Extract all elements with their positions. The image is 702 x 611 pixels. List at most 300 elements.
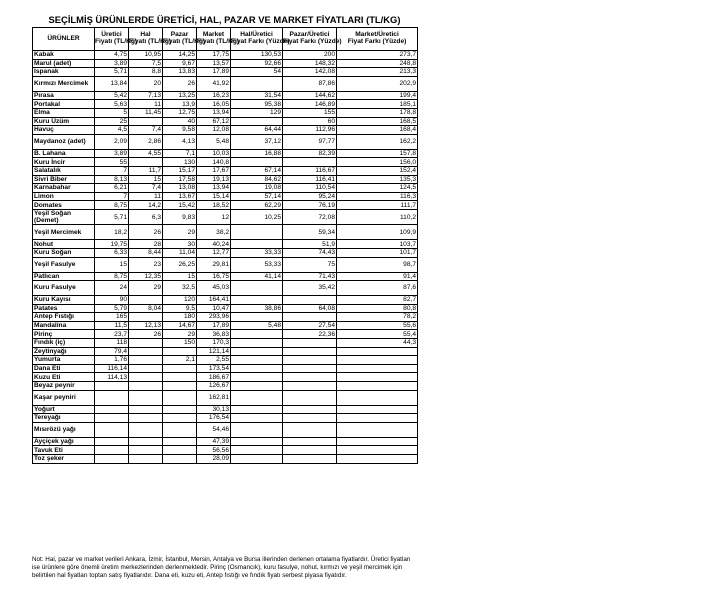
product-name-cell: Yeşil Soğan (Demet): [33, 209, 95, 224]
bazaar-price-cell: 11,04: [163, 248, 197, 257]
market-producer-diff-cell: 202,9: [337, 76, 418, 91]
wholesale-price-cell: [129, 117, 163, 126]
product-name-cell: Karnabahar: [33, 184, 95, 193]
product-name-cell: Kabak: [33, 51, 95, 60]
producer-price-cell: [95, 446, 129, 455]
bazaar-price-cell: 150: [163, 339, 197, 348]
bazaar-producer-diff-cell: [283, 313, 337, 322]
wholesale-producer-diff-cell: 84,62: [231, 175, 283, 184]
market-price-cell: 164,41: [197, 296, 231, 305]
producer-price-cell: 18,2: [95, 225, 129, 240]
table-row: [33, 455, 418, 464]
table-row: [33, 281, 418, 296]
bazaar-producer-diff-cell: 59,34: [283, 225, 337, 240]
wholesale-producer-diff-cell: 64,44: [231, 126, 283, 135]
bazaar-producer-diff-cell: 97,77: [283, 134, 337, 149]
bazaar-producer-diff-cell: [283, 446, 337, 455]
table-title: SEÇİLMİŞ ÜRÜNLERDE ÜRETİCİ, HAL, PAZAR VE MARKET FİYATLARI (TL/KG): [48, 14, 401, 25]
bazaar-producer-diff-cell: 142,08: [283, 68, 337, 77]
market-producer-diff-cell: 101,7: [337, 248, 418, 257]
market-price-cell: 173,54: [197, 364, 231, 373]
product-name-cell: Yeşil Mercimek: [33, 225, 95, 240]
price-table-sheet: [32, 14, 417, 464]
bazaar-price-cell: 26: [163, 76, 197, 91]
producer-price-cell: 7: [95, 192, 129, 201]
wholesale-price-cell: [129, 158, 163, 167]
wholesale-producer-diff-cell: [231, 373, 283, 382]
bazaar-price-cell: [163, 422, 197, 437]
table-row: [33, 272, 418, 281]
market-producer-diff-cell: 116,3: [337, 192, 418, 201]
table-row: [33, 184, 418, 193]
table-row: [33, 304, 418, 313]
market-producer-diff-cell: [337, 347, 418, 356]
wholesale-price-cell: [129, 347, 163, 356]
market-price-cell: 40,24: [197, 240, 231, 249]
producer-price-cell: 7: [95, 166, 129, 175]
market-price-cell: 16,05: [197, 100, 231, 109]
table-row: [33, 364, 418, 373]
market-price-cell: 17,75: [197, 51, 231, 60]
wholesale-price-cell: [129, 422, 163, 437]
bazaar-price-cell: [163, 446, 197, 455]
product-name-cell: Kuru İncir: [33, 158, 95, 167]
product-name-cell: Yoğurt: [33, 405, 95, 414]
product-name-cell: Patates: [33, 304, 95, 313]
table-row: [33, 51, 418, 60]
market-producer-diff-cell: 185,1: [337, 100, 418, 109]
price-table: [32, 27, 418, 464]
bazaar-price-cell: 9,5: [163, 304, 197, 313]
bazaar-producer-diff-cell: [283, 382, 337, 391]
wholesale-producer-diff-cell: 67,14: [231, 166, 283, 175]
producer-price-cell: 13,84: [95, 76, 129, 91]
producer-price-cell: 5,71: [95, 68, 129, 77]
producer-price-cell: 165: [95, 313, 129, 322]
table-row: [33, 149, 418, 158]
producer-price-cell: [95, 390, 129, 405]
bazaar-producer-diff-cell: [283, 347, 337, 356]
bazaar-price-cell: 130: [163, 158, 197, 167]
table-row: [33, 446, 418, 455]
market-price-cell: 5,48: [197, 134, 231, 149]
producer-price-cell: [95, 382, 129, 391]
wholesale-producer-diff-cell: [231, 330, 283, 339]
product-name-cell: B. Lahana: [33, 149, 95, 158]
producer-price-cell: 19,75: [95, 240, 129, 249]
product-name-cell: Ispanak: [33, 68, 95, 77]
wholesale-price-cell: 15: [129, 175, 163, 184]
wholesale-price-cell: [129, 313, 163, 322]
bazaar-producer-diff-cell: [283, 339, 337, 348]
wholesale-price-cell: 8,04: [129, 304, 163, 313]
product-name-cell: Yeşil Fasulye: [33, 257, 95, 272]
wholesale-price-cell: 8,44: [129, 248, 163, 257]
bazaar-producer-diff-cell: 60: [283, 117, 337, 126]
product-name-cell: Sivri Biber: [33, 175, 95, 184]
market-price-cell: 36,83: [197, 330, 231, 339]
table-row: [33, 225, 418, 240]
product-name-cell: Kırmızı Mercimek: [33, 76, 95, 91]
market-producer-diff-cell: 87,6: [337, 281, 418, 296]
market-producer-diff-cell: 124,5: [337, 184, 418, 193]
bazaar-price-cell: [163, 455, 197, 464]
producer-price-cell: 3,89: [95, 59, 129, 68]
bazaar-price-cell: 12,75: [163, 108, 197, 117]
market-producer-diff-cell: 168,5: [337, 117, 418, 126]
product-name-cell: Kuru Üzüm: [33, 117, 95, 126]
market-price-cell: 19,13: [197, 175, 231, 184]
producer-price-cell: 5,42: [95, 91, 129, 100]
table-row: [33, 158, 418, 167]
bazaar-price-cell: 13,67: [163, 192, 197, 201]
producer-price-cell: 24: [95, 281, 129, 296]
producer-price-cell: 1,76: [95, 356, 129, 365]
market-price-cell: 15,14: [197, 192, 231, 201]
market-price-cell: 176,54: [197, 414, 231, 423]
bazaar-price-cell: 14,25: [163, 51, 197, 60]
producer-price-cell: 5,71: [95, 209, 129, 224]
bazaar-price-cell: [163, 364, 197, 373]
wholesale-producer-diff-cell: 10,25: [231, 209, 283, 224]
bazaar-price-cell: [163, 382, 197, 391]
table-row: [33, 126, 418, 135]
wholesale-producer-diff-cell: [231, 296, 283, 305]
product-name-cell: Patlıcan: [33, 272, 95, 281]
product-name-cell: Fındık (iç): [33, 339, 95, 348]
product-name-cell: Havuç: [33, 126, 95, 135]
bazaar-producer-diff-cell: 51,9: [283, 240, 337, 249]
product-name-cell: Pırasa: [33, 91, 95, 100]
market-producer-diff-cell: [337, 390, 418, 405]
product-name-cell: Dana Eti: [33, 364, 95, 373]
market-producer-diff-cell: 78,2: [337, 313, 418, 322]
product-name-cell: Salatalık: [33, 166, 95, 175]
market-producer-diff-cell: 55,4: [337, 330, 418, 339]
wholesale-producer-diff-cell: [231, 76, 283, 91]
market-producer-diff-cell: 178,8: [337, 108, 418, 117]
producer-price-cell: 4,75: [95, 51, 129, 60]
product-name-cell: Kuru Fasulye: [33, 281, 95, 296]
product-name-cell: Antep Fıstığı: [33, 313, 95, 322]
bazaar-price-cell: 15: [163, 272, 197, 281]
wholesale-producer-diff-cell: 129: [231, 108, 283, 117]
producer-price-cell: 6,33: [95, 248, 129, 257]
producer-price-cell: 116,14: [95, 364, 129, 373]
wholesale-price-cell: [129, 296, 163, 305]
wholesale-producer-diff-cell: [231, 158, 283, 167]
product-name-cell: Elma: [33, 108, 95, 117]
wholesale-price-cell: 11,45: [129, 108, 163, 117]
wholesale-producer-diff-cell: [231, 446, 283, 455]
table-row: [33, 296, 418, 305]
market-price-cell: 45,03: [197, 281, 231, 296]
table-row: [33, 347, 418, 356]
bazaar-price-cell: 13,25: [163, 91, 197, 100]
wholesale-producer-diff-cell: [231, 364, 283, 373]
market-price-cell: 10,47: [197, 304, 231, 313]
bazaar-producer-diff-cell: 116,67: [283, 166, 337, 175]
table-body: [33, 51, 418, 464]
product-name-cell: Kuru Kayısı: [33, 296, 95, 305]
producer-price-cell: 114,13: [95, 373, 129, 382]
wholesale-producer-diff-cell: 19,08: [231, 184, 283, 193]
bazaar-price-cell: 15,42: [163, 201, 197, 210]
header-wholesale-producer-diff: Hal/Üretici Fiyat Farkı (Yüzde): [231, 28, 283, 51]
bazaar-price-cell: [163, 373, 197, 382]
table-row: [33, 356, 418, 365]
producer-price-cell: 5,79: [95, 304, 129, 313]
producer-price-cell: 25: [95, 117, 129, 126]
bazaar-price-cell: 29: [163, 330, 197, 339]
bazaar-producer-diff-cell: 22,36: [283, 330, 337, 339]
market-price-cell: 13,94: [197, 108, 231, 117]
bazaar-producer-diff-cell: 82,39: [283, 149, 337, 158]
market-producer-diff-cell: [337, 446, 418, 455]
table-row: [33, 166, 418, 175]
market-producer-diff-cell: 162,2: [337, 134, 418, 149]
market-producer-diff-cell: [337, 382, 418, 391]
market-price-cell: 170,3: [197, 339, 231, 348]
bazaar-producer-diff-cell: [283, 296, 337, 305]
wholesale-producer-diff-cell: [231, 422, 283, 437]
bazaar-price-cell: 15,17: [163, 166, 197, 175]
producer-price-cell: 79,4: [95, 347, 129, 356]
producer-price-cell: [95, 405, 129, 414]
product-name-cell: Yumurta: [33, 356, 95, 365]
market-producer-diff-cell: 273,7: [337, 51, 418, 60]
wholesale-producer-diff-cell: [231, 339, 283, 348]
table-row: [33, 76, 418, 91]
market-producer-diff-cell: 44,3: [337, 339, 418, 348]
market-price-cell: 30,13: [197, 405, 231, 414]
wholesale-price-cell: 20: [129, 76, 163, 91]
producer-price-cell: 6,21: [95, 184, 129, 193]
market-producer-diff-cell: [337, 364, 418, 373]
header-producer-price: Üretici Fiyatı (TL/Kg): [95, 28, 129, 51]
wholesale-price-cell: 26: [129, 330, 163, 339]
wholesale-price-cell: [129, 405, 163, 414]
wholesale-price-cell: [129, 356, 163, 365]
table-row: [33, 321, 418, 330]
table-row: [33, 373, 418, 382]
product-name-cell: Beyaz peynir: [33, 382, 95, 391]
wholesale-producer-diff-cell: 92,66: [231, 59, 283, 68]
wholesale-price-cell: 10,95: [129, 51, 163, 60]
table-row: [33, 117, 418, 126]
market-producer-diff-cell: [337, 405, 418, 414]
producer-price-cell: 4,5: [95, 126, 129, 135]
market-producer-diff-cell: 80,8: [337, 304, 418, 313]
market-price-cell: 2,55: [197, 356, 231, 365]
bazaar-price-cell: 180: [163, 313, 197, 322]
market-price-cell: 47,39: [197, 437, 231, 446]
market-price-cell: 18,52: [197, 201, 231, 210]
bazaar-price-cell: [163, 437, 197, 446]
bazaar-producer-diff-cell: [283, 158, 337, 167]
market-producer-diff-cell: 103,7: [337, 240, 418, 249]
table-row: [33, 422, 418, 437]
wholesale-price-cell: 7,4: [129, 126, 163, 135]
wholesale-producer-diff-cell: [231, 390, 283, 405]
wholesale-producer-diff-cell: 95,38: [231, 100, 283, 109]
bazaar-price-cell: 13,9: [163, 100, 197, 109]
bazaar-producer-diff-cell: 75: [283, 257, 337, 272]
producer-price-cell: 15: [95, 257, 129, 272]
market-price-cell: 17,67: [197, 166, 231, 175]
market-price-cell: 38,2: [197, 225, 231, 240]
bazaar-producer-diff-cell: 72,08: [283, 209, 337, 224]
producer-price-cell: 5,63: [95, 100, 129, 109]
wholesale-producer-diff-cell: [231, 240, 283, 249]
table-row: [33, 192, 418, 201]
product-name-cell: Tavuk Eti: [33, 446, 95, 455]
market-producer-diff-cell: [337, 373, 418, 382]
product-name-cell: Kuru Soğan: [33, 248, 95, 257]
wholesale-producer-diff-cell: 53,33: [231, 257, 283, 272]
bazaar-price-cell: 9,83: [163, 209, 197, 224]
bazaar-price-cell: 30: [163, 240, 197, 249]
bazaar-producer-diff-cell: 146,89: [283, 100, 337, 109]
producer-price-cell: 5: [95, 108, 129, 117]
producer-price-cell: 2,09: [95, 134, 129, 149]
header-row: [33, 28, 418, 51]
product-name-cell: Kaşar peyniri: [33, 390, 95, 405]
product-name-cell: Marul (adet): [33, 59, 95, 68]
bazaar-producer-diff-cell: [283, 405, 337, 414]
producer-price-cell: 55: [95, 158, 129, 167]
market-price-cell: 16,75: [197, 272, 231, 281]
market-producer-diff-cell: 91,4: [337, 272, 418, 281]
market-producer-diff-cell: [337, 422, 418, 437]
bazaar-producer-diff-cell: [283, 356, 337, 365]
table-row: [33, 59, 418, 68]
bazaar-price-cell: [163, 347, 197, 356]
market-producer-diff-cell: 135,3: [337, 175, 418, 184]
bazaar-price-cell: 13,83: [163, 68, 197, 77]
producer-price-cell: [95, 455, 129, 464]
market-price-cell: 10,03: [197, 149, 231, 158]
product-name-cell: Mısırözü yağı: [33, 422, 95, 437]
bazaar-producer-diff-cell: 74,43: [283, 248, 337, 257]
market-producer-diff-cell: 98,7: [337, 257, 418, 272]
market-producer-diff-cell: 109,9: [337, 225, 418, 240]
market-price-cell: 28,09: [197, 455, 231, 464]
market-producer-diff-cell: 199,4: [337, 91, 418, 100]
bazaar-price-cell: 9,67: [163, 59, 197, 68]
header-bazaar-producer-diff: Pazar/Üretici Fiyat Farkı (Yüzde): [283, 28, 337, 51]
market-price-cell: 29,81: [197, 257, 231, 272]
market-price-cell: 13,94: [197, 184, 231, 193]
wholesale-price-cell: 6,3: [129, 209, 163, 224]
table-row: [33, 313, 418, 322]
producer-price-cell: 23,7: [95, 330, 129, 339]
product-name-cell: Toz şeker: [33, 455, 95, 464]
footnote: Not: Hal, pazar ve market verileri Ankara, İzmir, İstanbul, Mersin, Antalya ve Bursa illerinden derlenen ortalama fiyatlardır. Üretici fiyatları ise ürünlere göre önemli üretim merkezlerinden derlenmektedir. Pirinç (Osmancık), kuru fasulye, nohut, kırmızı ve yeşil mercimek için belirtilen hal fiyatları toptan satış fiyatlarıdır. Dana eti, kuzu eti, Antep fıstığı ve fındık fiyatı serbest piyasa fiyatıdır.: [32, 556, 411, 579]
wholesale-producer-diff-cell: 31,54: [231, 91, 283, 100]
product-name-cell: Portakal: [33, 100, 95, 109]
bazaar-price-cell: 120: [163, 296, 197, 305]
market-producer-diff-cell: [337, 356, 418, 365]
bazaar-producer-diff-cell: 95,24: [283, 192, 337, 201]
product-name-cell: Pirinç: [33, 330, 95, 339]
table-row: [33, 382, 418, 391]
market-producer-diff-cell: 82,7: [337, 296, 418, 305]
wholesale-price-cell: 29: [129, 281, 163, 296]
wholesale-price-cell: 26: [129, 225, 163, 240]
wholesale-producer-diff-cell: 57,14: [231, 192, 283, 201]
wholesale-price-cell: [129, 364, 163, 373]
producer-price-cell: 3,89: [95, 149, 129, 158]
wholesale-producer-diff-cell: [231, 225, 283, 240]
bazaar-producer-diff-cell: [283, 455, 337, 464]
market-price-cell: 126,67: [197, 382, 231, 391]
bazaar-price-cell: 14,67: [163, 321, 197, 330]
bazaar-producer-diff-cell: 144,62: [283, 91, 337, 100]
wholesale-price-cell: 4,55: [129, 149, 163, 158]
product-name-cell: Zeytinyağı: [33, 347, 95, 356]
market-producer-diff-cell: [337, 455, 418, 464]
market-price-cell: 13,57: [197, 59, 231, 68]
wholesale-producer-diff-cell: [231, 356, 283, 365]
table-row: [33, 175, 418, 184]
market-producer-diff-cell: 111,7: [337, 201, 418, 210]
bazaar-producer-diff-cell: 87,86: [283, 76, 337, 91]
wholesale-producer-diff-cell: 33,33: [231, 248, 283, 257]
wholesale-price-cell: 12,13: [129, 321, 163, 330]
table-row: [33, 437, 418, 446]
bazaar-producer-diff-cell: 116,41: [283, 175, 337, 184]
table-row: [33, 91, 418, 100]
wholesale-producer-diff-cell: [231, 437, 283, 446]
bazaar-price-cell: [163, 414, 197, 423]
bazaar-price-cell: 9,58: [163, 126, 197, 135]
table-row: [33, 248, 418, 257]
producer-price-cell: 8,75: [95, 272, 129, 281]
table-row: [33, 201, 418, 210]
market-price-cell: 12,08: [197, 126, 231, 135]
producer-price-cell: 90: [95, 296, 129, 305]
header-bazaar-price: Pazar Fiyatı (TL/Kg): [163, 28, 197, 51]
wholesale-price-cell: 7,4: [129, 184, 163, 193]
bazaar-producer-diff-cell: 71,43: [283, 272, 337, 281]
product-name-cell: Domates: [33, 201, 95, 210]
table-row: [33, 209, 418, 224]
wholesale-price-cell: [129, 339, 163, 348]
wholesale-producer-diff-cell: 5,48: [231, 321, 283, 330]
table-row: [33, 390, 418, 405]
wholesale-price-cell: [129, 390, 163, 405]
wholesale-producer-diff-cell: 38,86: [231, 304, 283, 313]
bazaar-producer-diff-cell: 76,19: [283, 201, 337, 210]
product-name-cell: Maydanoz (adet): [33, 134, 95, 149]
wholesale-producer-diff-cell: 41,14: [231, 272, 283, 281]
bazaar-producer-diff-cell: 155: [283, 108, 337, 117]
bazaar-price-cell: [163, 390, 197, 405]
bazaar-price-cell: 40: [163, 117, 197, 126]
wholesale-price-cell: 11: [129, 100, 163, 109]
wholesale-price-cell: 7,13: [129, 91, 163, 100]
product-name-cell: Ayçiçek yağı: [33, 437, 95, 446]
table-row: [33, 100, 418, 109]
wholesale-producer-diff-cell: [231, 414, 283, 423]
table-row: [33, 68, 418, 77]
market-price-cell: 67,12: [197, 117, 231, 126]
producer-price-cell: 8,13: [95, 175, 129, 184]
bazaar-producer-diff-cell: 200: [283, 51, 337, 60]
market-price-cell: 17,89: [197, 68, 231, 77]
market-price-cell: 41,92: [197, 76, 231, 91]
